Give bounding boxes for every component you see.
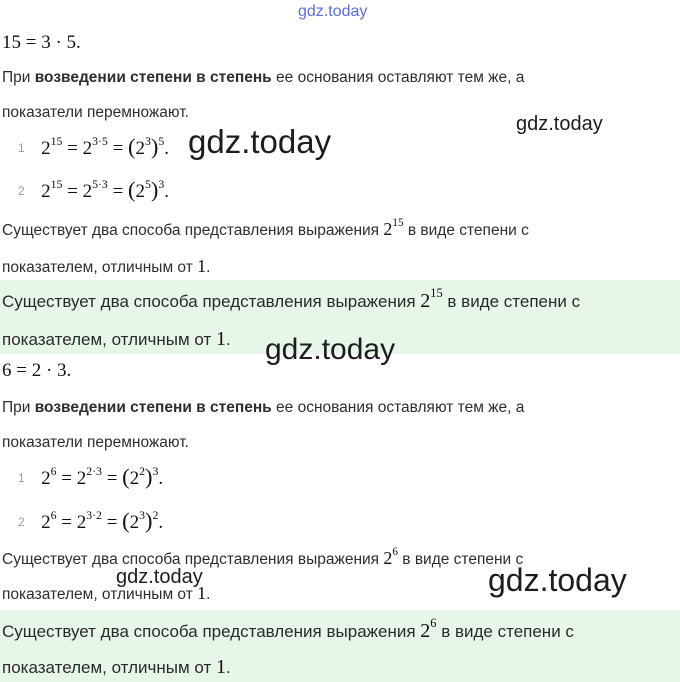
highlight-line-1: Существует два способа представления выражения $2^{15}$ в виде степени с	[2, 286, 581, 312]
watermark: gdz.today	[116, 566, 203, 588]
highlight-line-2: показателем, отличным от 1.	[2, 656, 231, 678]
watermark: gdz.today	[265, 333, 396, 366]
rule-line-2: показатели перемножают.	[2, 434, 189, 451]
rule-text-post: ее основания оставляют тем же, а	[271, 69, 525, 86]
formula: $2^6 = 2^{3\cdot 2} = (2^3)^2$.	[41, 508, 164, 533]
rule-line-1	[2, 399, 524, 417]
rule-text-post: ее основания оставляют тем же, а	[271, 399, 525, 416]
list-number: 1	[18, 471, 25, 485]
rule-text-pre: При	[2, 69, 35, 86]
list-item	[18, 508, 163, 538]
highlight-line-2: показателем, отличным от 1.	[2, 328, 231, 350]
rule-line-2: показатели перемножают.	[2, 104, 189, 121]
rule-text-pre: При	[2, 399, 35, 416]
watermark: gdz.today	[488, 562, 627, 598]
list-number: 2	[18, 184, 25, 198]
list-number: 2	[18, 515, 25, 529]
formula: $2^6 = 2^{2\cdot 3} = (2^2)^3$.	[41, 464, 164, 489]
list-item	[18, 177, 169, 207]
list-item	[18, 464, 163, 494]
rule-line-1	[2, 69, 524, 87]
equation-6: 6 = 2 · 3.	[2, 360, 72, 381]
rule-text-bold: возведении степени в степень	[34, 399, 272, 416]
summary-line-2: показателем, отличным от 1.	[2, 583, 211, 603]
list-item	[18, 134, 169, 164]
highlight-line-1: Существует два способа представления выражения $2^6$ в виде степени с	[2, 616, 574, 642]
summary-line-1: Существует два способа представления выражения $2^{15}$ в виде степени с	[2, 217, 529, 239]
equation-15: 15 = 3 · 5.	[2, 32, 81, 53]
summary-line-2: показателем, отличным от 1.	[2, 256, 211, 276]
watermark: gdz.today	[188, 123, 332, 160]
summary-line-1: Существует два способа представления выражения $2^6$ в виде степени с	[2, 546, 524, 568]
formula: $2^{15} = 2^{3\cdot 5} = (2^3)^5$.	[41, 134, 169, 159]
list-number: 1	[18, 141, 25, 155]
watermark: gdz.today	[516, 113, 603, 135]
top-watermark: gdz.today	[298, 3, 368, 20]
rule-text-bold: возведении степени в степень	[34, 69, 272, 86]
formula: $2^{15} = 2^{5\cdot 3} = (2^5)^3$.	[41, 177, 169, 202]
